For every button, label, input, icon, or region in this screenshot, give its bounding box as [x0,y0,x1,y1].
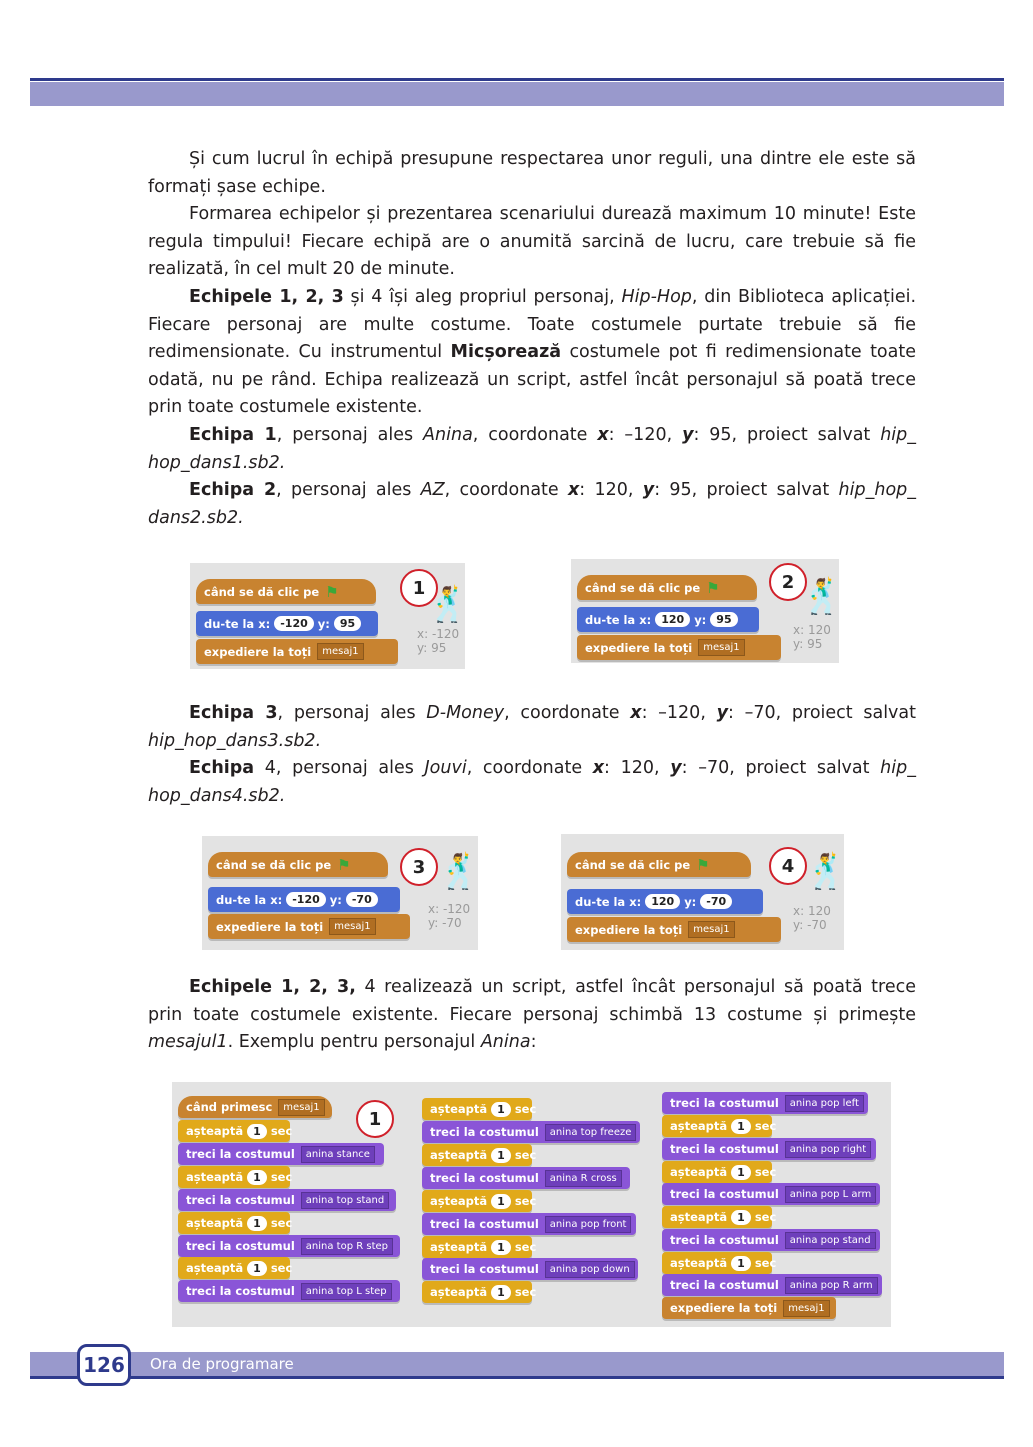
number-circle: 1 [356,1100,394,1138]
green-flag-icon: ⚑ [325,582,339,601]
wait-block: așteaptă 1 sec [422,1144,532,1166]
sprite-coords: x: -120 y: -70 [428,902,471,930]
footer-line [30,1376,1004,1379]
switch-costume-block: treci la costumul anina pop down [422,1258,638,1280]
paragraph-team1: Echipa 1, personaj ales Anina, coordonate x: –120, y: 95, proiect salvat hip_ hop_dans1.sb2. [148,424,917,473]
sprite-coords: x: 120 y: -70 [793,904,831,932]
hat-block: când se dă clic pe ⚑ [577,575,757,600]
wait-block: așteaptă 1 sec [422,1236,532,1258]
goto-block: du-te la x: -120 y: -70 [208,887,400,912]
switch-costume-block: treci la costumul anina pop right [662,1138,876,1160]
header-bar [30,82,1004,106]
switch-costume-block: treci la costumul anina pop L arm [662,1183,880,1205]
green-flag-icon: ⚑ [337,855,351,874]
paragraph-team2: Echipa 2, personaj ales AZ, coordonate x: 120, y: 95, proiect salvat hip_hop_ dans2.sb2. [148,480,917,528]
switch-costume-block: treci la costumul anina pop front [422,1213,636,1235]
paragraph: Și cum lucrul în echipă presupune respectarea unor reguli, una dintre ele este să formați șase echipe. [148,149,916,197]
hat-block: când se dă clic pe ⚑ [196,579,376,604]
wait-block: așteaptă 1 sec [662,1161,772,1183]
green-flag-icon: ⚑ [696,855,710,874]
paragraph: Echipele 1, 2, 3, 4 realizează un script, astfel încât personajul să poată trece prin toate costumele existente. Fiecare personaj schimbă 13 costume și primește mesajul1. Exemplu pentru personajul Anina: [148,977,916,1053]
broadcast-block: expediere la toți mesaj1 [567,917,781,942]
sprite-icon: 🕺 [805,852,848,892]
sprite-icon: 🕺 [438,852,481,892]
intro-text [148,146,916,532]
costume-script-panel [172,1082,891,1327]
sprite-coords: x: -120 y: 95 [417,627,460,655]
sprite-coords: x: 120 y: 95 [793,623,831,651]
goto-block: du-te la x: 120 y: -70 [567,889,763,914]
script-panel-2 [571,559,844,663]
sprite-icon: 🕺 [427,585,470,625]
example-text [148,974,916,1057]
hat-block: când se dă clic pe ⚑ [567,852,751,877]
switch-costume-block: treci la costumul anina R cross [422,1167,630,1189]
switch-costume-block: treci la costumul anina top freeze [422,1121,640,1143]
broadcast-block: expediere la toți mesaj1 [208,914,410,939]
footer-title: Ora de programare [150,1355,294,1373]
paragraph-team3: Echipa 3, personaj ales D-Money, coordonate x: –120, y: –70, proiect salvat hip_hop_dans3.sb2. [148,703,916,751]
page-number: 126 [77,1344,131,1386]
wait-block: așteaptă 1 sec [422,1281,532,1303]
number-circle: 4 [769,847,807,885]
number-circle: 1 [400,569,438,607]
script-panel-3 [202,836,481,950]
paragraph: Echipele 1, 2, 3 și 4 își aleg propriul personaj, Hip-Hop, din Biblioteca aplicației. Fiecare personaj are multe costume. Toate costumele purtate trebuie să fie redimensionate. Cu instrumentul Micșorează costumele pot fi redimensionate toate odată, nu pe rând. Echipa realizează un script, astfel încât personajul să poată trece prin toate costumele existente. [148,286,917,418]
green-flag-icon: ⚑ [706,578,720,597]
script-panel-1 [190,563,470,669]
broadcast-block: expediere la toți mesaj1 [662,1297,836,1319]
script-panel-4 [561,834,848,950]
switch-costume-block: treci la costumul anina pop left [662,1092,868,1114]
wait-block: așteaptă 1 sec [178,1166,290,1188]
sprite-icon: 🕺 [801,577,844,617]
broadcast-block: expediere la toți mesaj1 [577,635,781,660]
switch-costume-block: treci la costumul anina top L step [178,1280,400,1302]
switch-costume-block: treci la costumul anina pop stand [662,1229,880,1251]
wait-block: așteaptă 1 sec [422,1190,532,1212]
goto-block: du-te la x: 120 y: 95 [577,607,759,632]
broadcast-block: expediere la toți mesaj1 [196,639,398,664]
paragraph: Formarea echipelor și prezentarea scenariului durează maximum 10 minute! Este regula timpului! Fiecare echipă are o anumită sarcină de lucru, care trebuie să fie realizată, în cel mult 20 de minute. [148,204,916,280]
teams-text [148,700,916,810]
switch-costume-block: treci la costumul anina top R step [178,1235,400,1257]
wait-block: așteaptă 1 sec [422,1098,532,1120]
switch-costume-block: treci la costumul anina stance [178,1143,384,1165]
number-circle: 2 [769,563,807,601]
header-line [30,78,1004,81]
switch-costume-block: treci la costumul anina top stand [178,1189,396,1211]
switch-costume-block: treci la costumul anina pop R arm [662,1274,882,1296]
receive-block: când primesc mesaj1 [178,1096,332,1118]
hat-block: când se dă clic pe ⚑ [208,852,388,877]
wait-block: așteaptă 1 sec [178,1257,290,1279]
goto-block: du-te la x: -120 y: 95 [196,611,378,636]
wait-block: așteaptă 1 sec [178,1212,290,1234]
paragraph-team4: Echipa 4, personaj ales Jouvi, coordonate x: 120, y: –70, proiect salvat hip_ hop_dans4.sb2. [148,758,916,806]
wait-block: așteaptă 1 sec [662,1252,772,1274]
wait-block: așteaptă 1 sec [178,1120,290,1142]
wait-block: așteaptă 1 sec [662,1206,772,1228]
wait-block: așteaptă 1 sec [662,1115,772,1137]
number-circle: 3 [400,848,438,886]
